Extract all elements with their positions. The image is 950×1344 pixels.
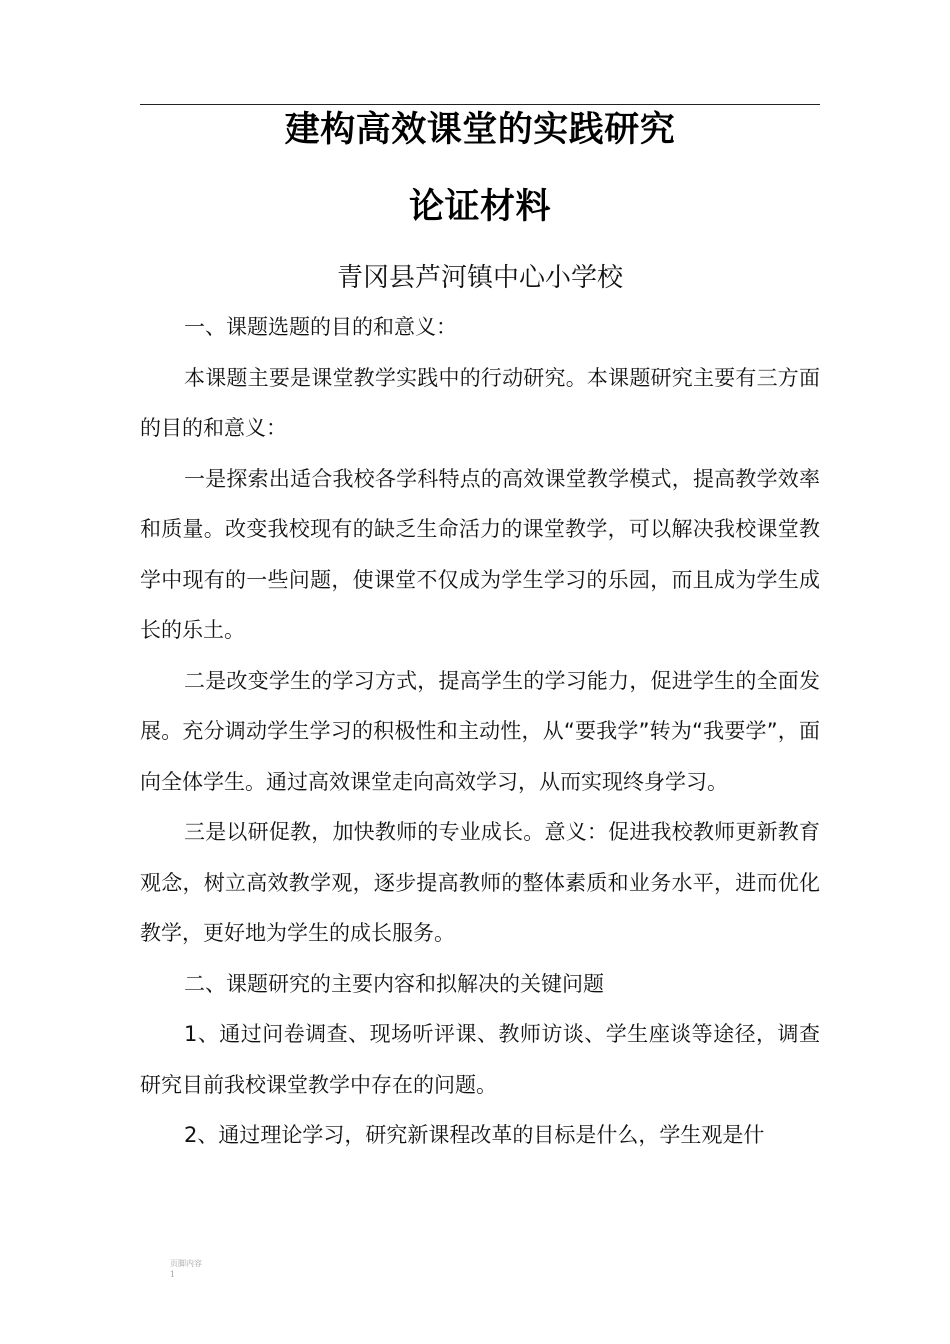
paragraph: 二是改变学生的学习方式，提高学生的学习能力，促进学生的全面发展。充分调动学生学习的积极性和主动性，从“要我学”转为“我要学”，面向全体学生。通过高效课堂走向高效学习，从而实现终身学习。 [140,668,820,794]
document-subtitle: 论证材料 [408,187,551,227]
school-name: 青冈县芦河镇中心小学校 [336,263,623,293]
paragraph: 本课题主要是课堂教学实践中的行动研究。本课题研究主要有三方面的目的和意义： [140,365,820,440]
paragraph: 三是以研促教，加快教师的专业成长。意义：促进我校教师更新教育观念，树立高效教学观，逐步提高教师的整体素质和业务水平，进而优化教学，更好地为学生的成长服务。 [140,820,820,945]
header-rule [140,104,820,105]
document-title: 建构高效课堂的实践研究 [284,110,676,150]
list-item: 1、通过问卷调查、现场听评课、教师访谈、学生座谈等途径，调查研究目前我校课堂教学中存在的问题。 [140,1022,820,1097]
document-body [140,302,820,1161]
page-footer: 页脚内容1 [170,1259,202,1279]
section-heading-1: 一、课题选题的目的和意义： [184,315,457,339]
section-heading-2: 二、课题研究的主要内容和拟解决的关键问题 [184,971,604,996]
list-item: 2、通过理论学习，研究新课程改革的目标是什么，学生观是什 [184,1123,765,1147]
paragraph: 一是探索出适合我校各学科特点的高效课堂教学模式，提高教学效率和质量。改变我校现有的缺乏生命活力的课堂教学，可以解决我校课堂教学中现有的一些问题，使课堂不仅成为学生学习的乐园，而且成为学生成长的乐土。 [140,466,820,642]
